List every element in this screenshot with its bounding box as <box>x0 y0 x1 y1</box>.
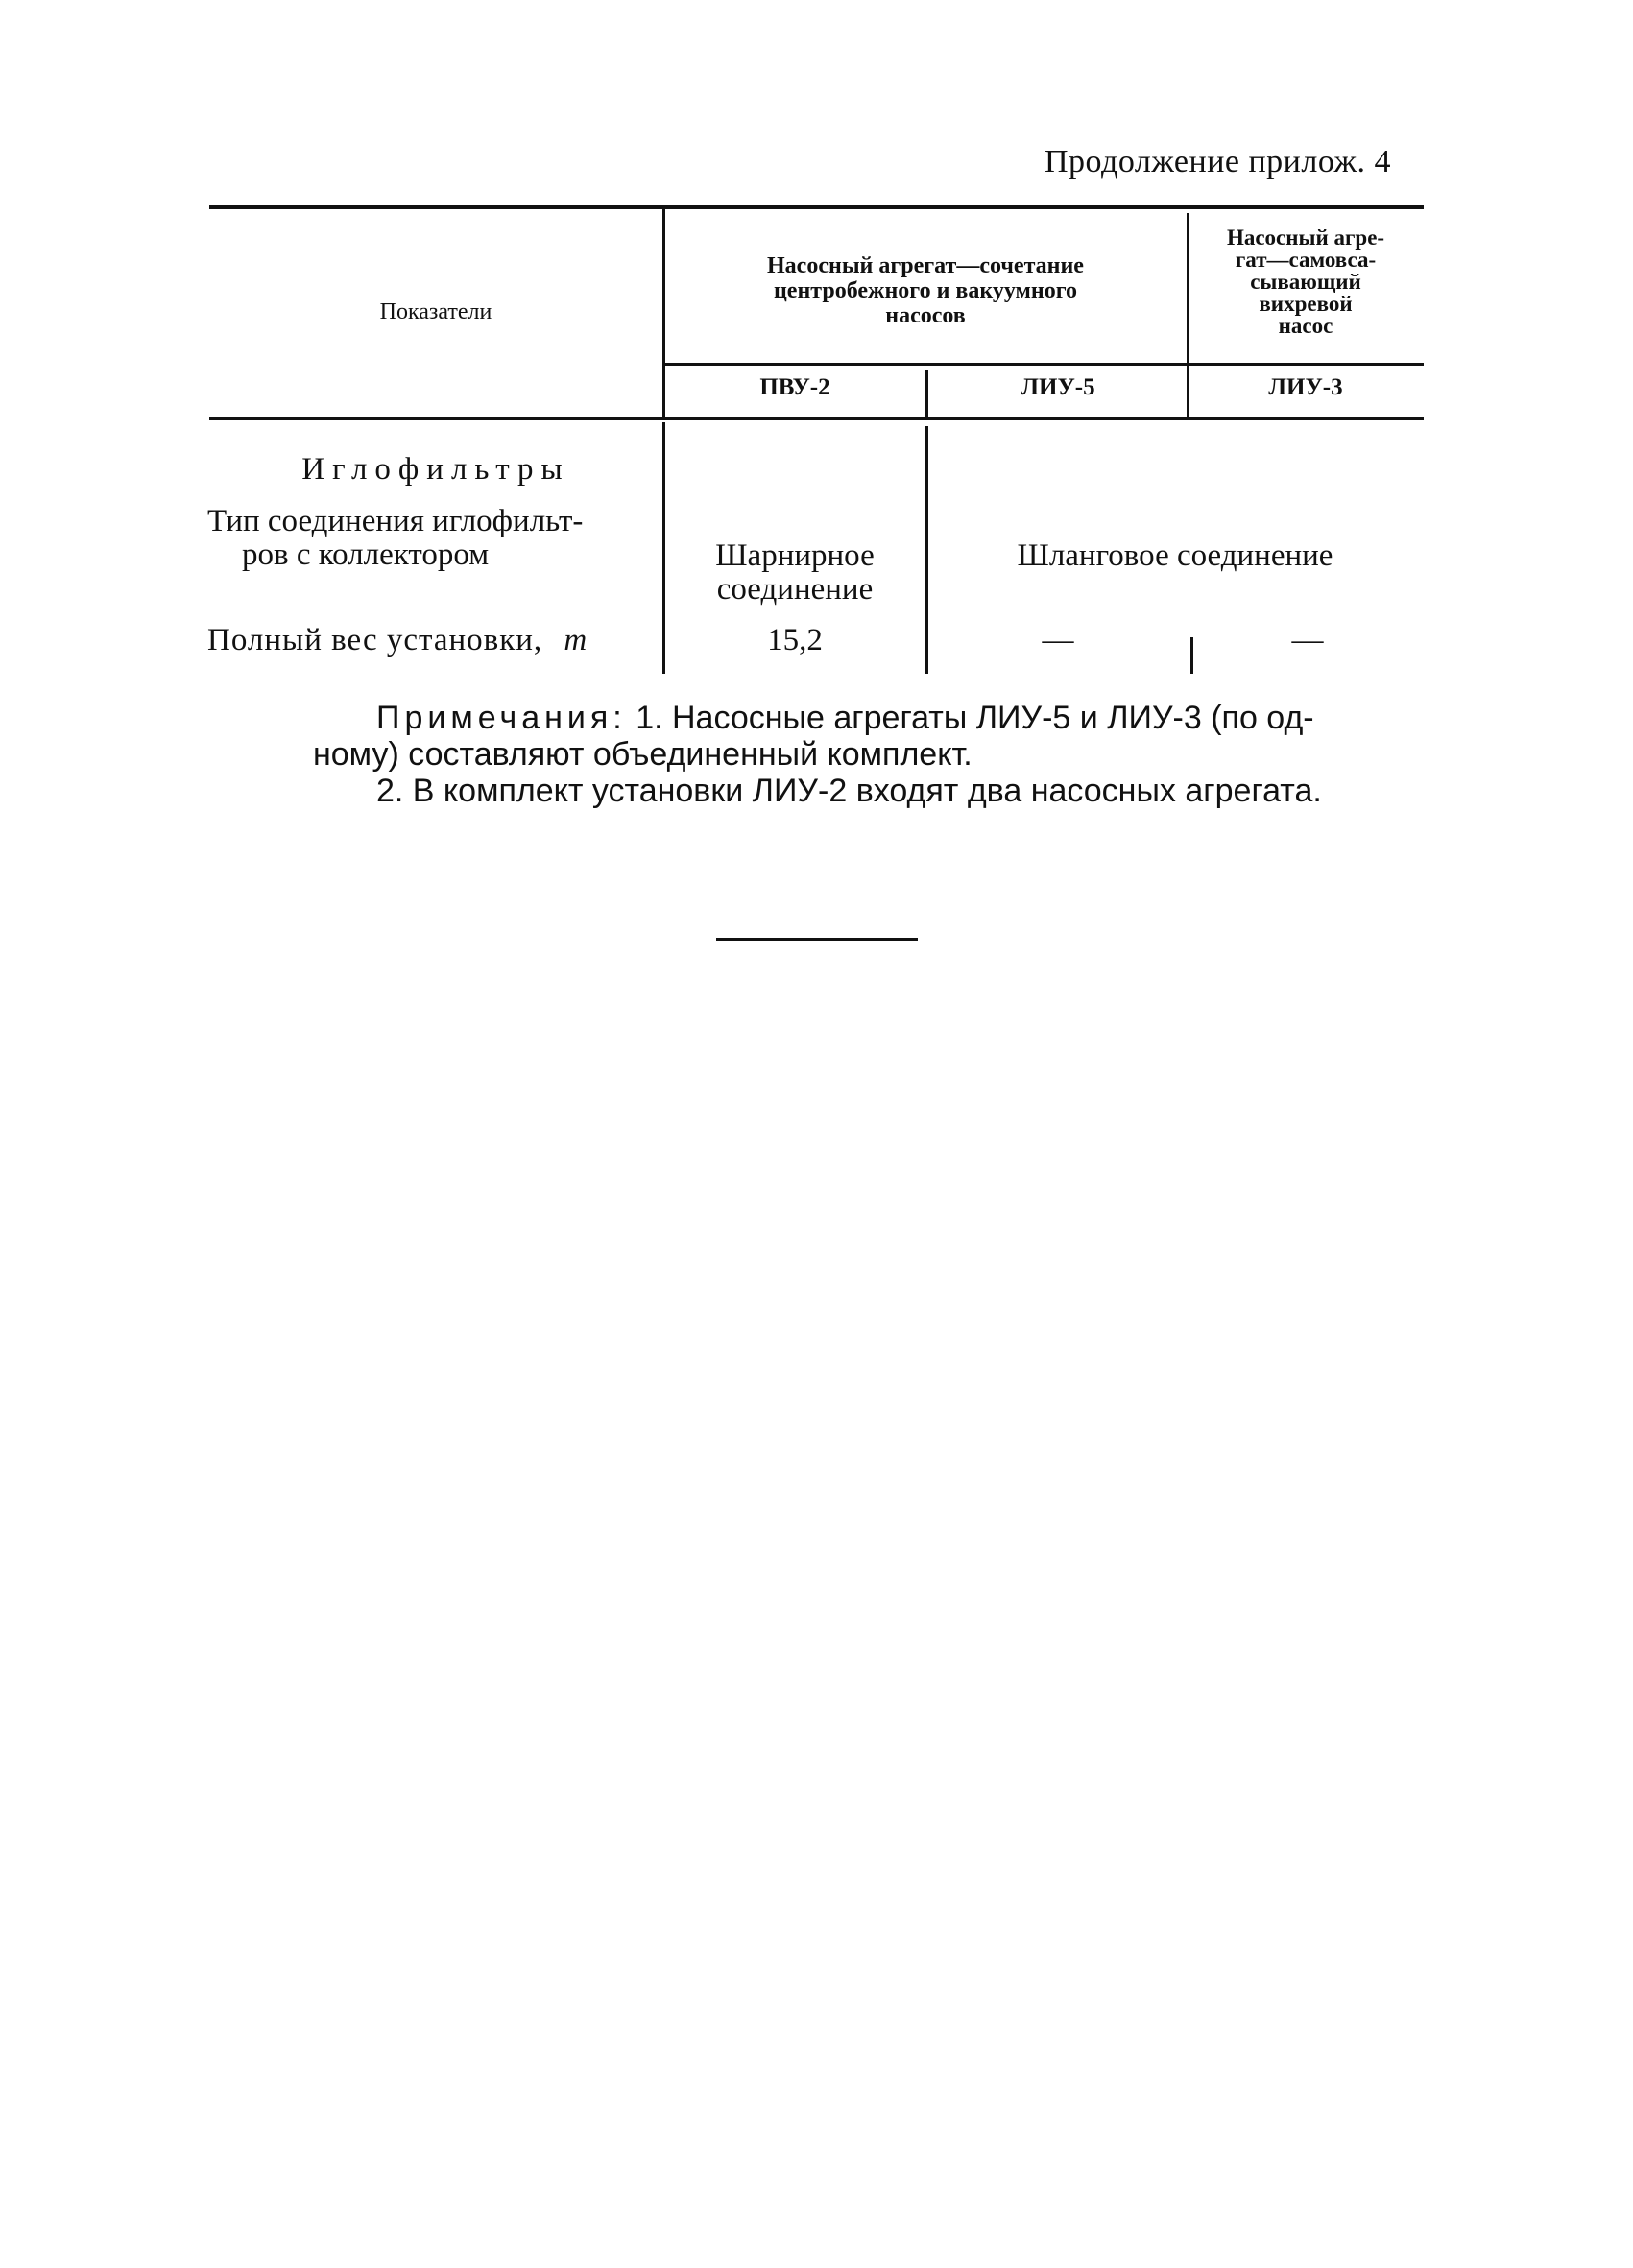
section-title: Иглофильтры <box>301 452 570 487</box>
header-group-line1: Насосный агрегат—сочетание <box>767 253 1084 278</box>
row-connection-label-line2: ров с коллектором <box>242 537 490 572</box>
header-indicators <box>209 299 662 324</box>
body-vline-mid <box>925 426 928 674</box>
table-top-rule <box>209 205 1424 209</box>
notes-line1 <box>376 701 1432 735</box>
column-pvu2: ПВУ-2 <box>759 374 830 400</box>
end-rule <box>716 938 918 941</box>
header-group-self-priming <box>1190 227 1421 337</box>
header-self-line3: сывающий <box>1250 270 1361 294</box>
row-connection-pvu2 <box>666 539 924 607</box>
notes-title: Примечания: <box>376 700 627 736</box>
header-group-line3: насосов <box>885 303 966 328</box>
row-weight-liu3: — <box>1291 623 1324 657</box>
row-weight-pvu2: 15,2 <box>767 623 823 657</box>
body-vline-short <box>1190 637 1193 674</box>
header-vline-right <box>1187 213 1189 417</box>
notes-note1-line1: 1. Насосные агрегаты ЛИУ-5 и ЛИУ-3 (по од- <box>636 700 1314 736</box>
row-connection-type-label <box>204 505 662 572</box>
header-self-line1: Насосный агре- <box>1226 226 1385 250</box>
header-self-line2: гат—самовса- <box>1235 248 1377 272</box>
header-group-centrifugal <box>666 253 1185 328</box>
header-self-line5: насос <box>1278 314 1333 338</box>
row-weight-label <box>204 624 662 657</box>
row-weight-unit: т <box>564 623 588 657</box>
row-weight-liu5: — <box>1042 623 1074 657</box>
row-connection-liu5-liu3: Шланговое соединение <box>1017 538 1333 573</box>
column-liu3: ЛИУ-3 <box>1268 374 1343 400</box>
header-self-line4: вихревой <box>1259 292 1353 316</box>
header-bottom-rule <box>209 417 1424 420</box>
row-weight-label-text: Полный вес установки, <box>207 623 543 657</box>
row-connection-label-line1: Тип соединения иглофильт- <box>207 504 584 538</box>
page-header: Продолжение прилож. 4 <box>1044 144 1391 179</box>
body-vline-left <box>662 422 665 674</box>
header-vline-left <box>662 209 665 417</box>
column-liu5: ЛИУ-5 <box>1021 374 1095 400</box>
header-vline-mid <box>925 370 928 417</box>
notes-line2: ному) составляют объединенный комплект. <box>313 736 973 773</box>
group-divider-rule <box>664 363 1424 366</box>
header-group-line2: центробежного и вакуумного <box>773 278 1078 303</box>
header-indicators-text: Показатели <box>379 299 492 324</box>
row-connection-pvu2-line1: Шарнирное <box>715 538 875 573</box>
row-connection-pvu2-line2: соединение <box>716 572 874 607</box>
notes-note2: 2. В комплект установки ЛИУ-2 входят два насосных агрегата. <box>376 773 1322 809</box>
